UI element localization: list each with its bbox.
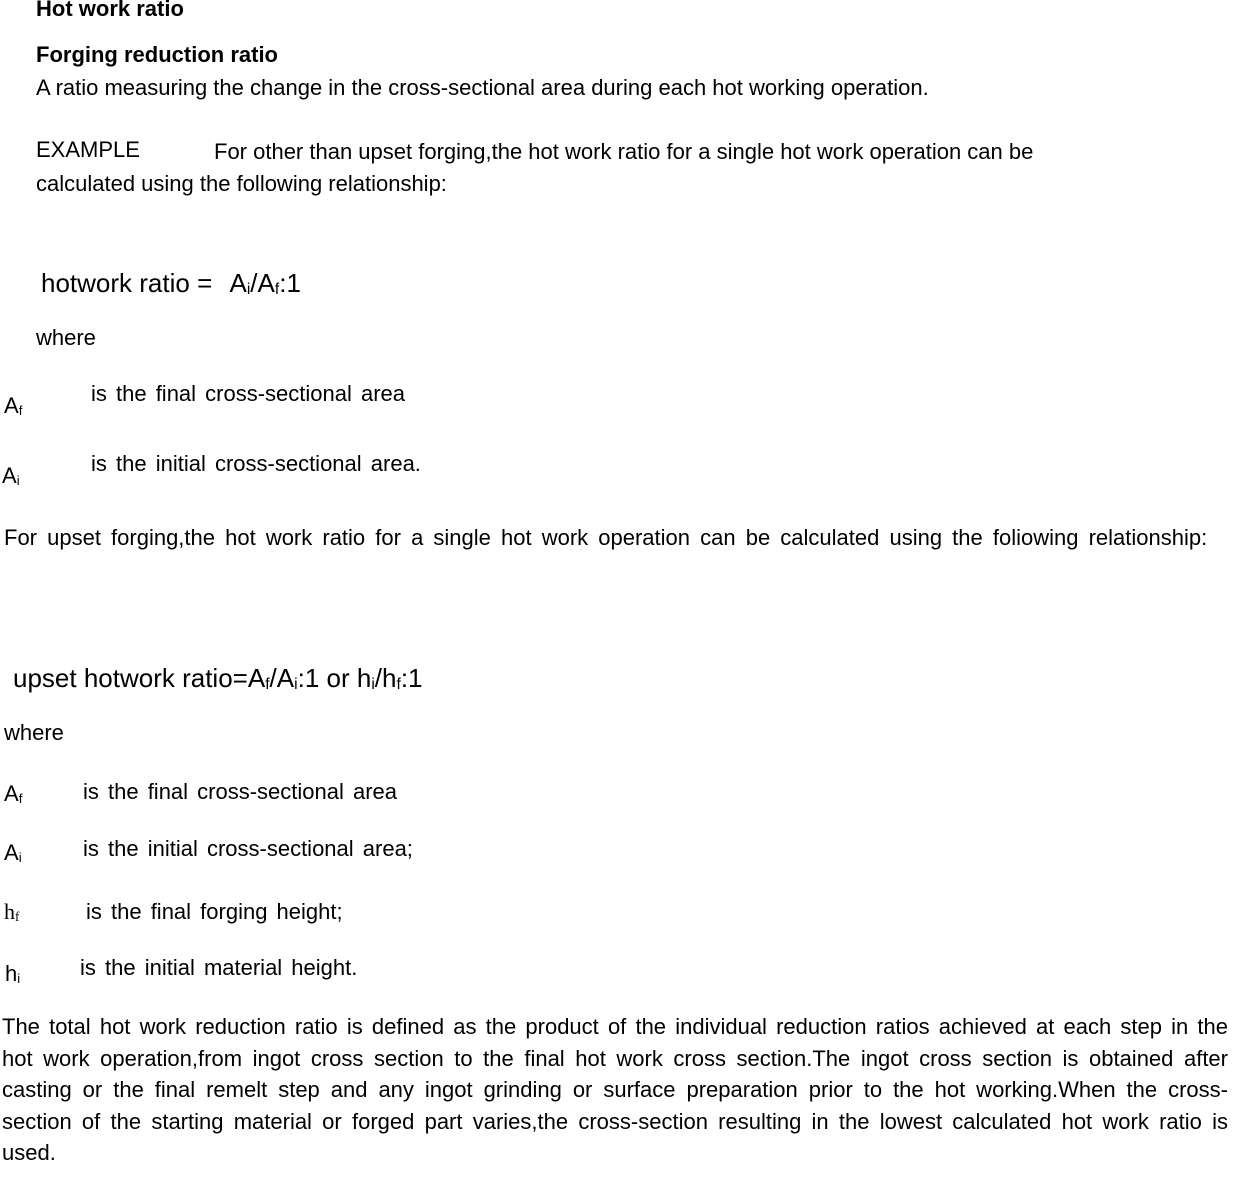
term-title: Forging reduction ratio bbox=[36, 42, 278, 67]
upset-def-text-af: is the final cross-sectional area bbox=[83, 779, 398, 804]
formula-sub-i: i bbox=[246, 281, 251, 298]
formula-a-final: A bbox=[257, 268, 275, 298]
upset-def-text-ai: is the initial cross-sectional area; bbox=[83, 836, 413, 861]
upset-def-symbol-hi: $h_i$ bbox=[5, 961, 21, 986]
section-heading: Hot work ratio bbox=[36, 0, 184, 21]
formula-a-initial: A bbox=[229, 268, 247, 298]
def-text-ai: is the initial cross-sectional area. bbox=[91, 451, 421, 476]
def-text-af: is the final cross-sectional area bbox=[91, 381, 406, 406]
term-definition: A ratio measuring the change in the cross-sectional area during each hot working operation. bbox=[36, 75, 929, 100]
def-symbol-ai: $A_i$ bbox=[2, 463, 20, 488]
example-where: where bbox=[36, 325, 96, 350]
formula-ratio: :1 bbox=[279, 268, 301, 298]
upset-def-text-hf: is the final forging height; bbox=[86, 899, 343, 924]
upset-intro: For upset forging,the hot work ratio for a single hot work operation can be calculated using the foliowing relationship: bbox=[4, 525, 1208, 550]
upset-def-symbol-hf: $h_f$ bbox=[4, 899, 20, 924]
example-label: EXAMPLE bbox=[36, 137, 140, 162]
upset-where: where bbox=[4, 720, 64, 745]
formula2-lhs: upset hotwork ratio= bbox=[13, 663, 248, 693]
formula-upset-hotwork-ratio: upset hotwork $ratio=A_f/A_i:1$ or $h_i/h_f:1$ bbox=[13, 663, 423, 693]
formula-hotwork-ratio bbox=[41, 268, 301, 299]
upset-def-symbol-ai: $A_i$ bbox=[4, 840, 22, 865]
example-text-line1: For other than upset forging,the hot work ratio for a single hot work operation can be bbox=[214, 139, 1034, 164]
formula-sub-f: f bbox=[274, 281, 280, 298]
example-text-line2: calculated using the following relationship: bbox=[36, 171, 447, 196]
formula-lhs: hotwork ratio = bbox=[41, 268, 220, 298]
upset-def-symbol-af: $A_f$ bbox=[4, 781, 23, 806]
closing-paragraph: The total hot work reduction ratio is defined as the product of the individual reduction ratios achieved at each step in the hot work operation,from ingot cross section to the final hot work cross section.The ingot cross section is obtained after casting or the final remelt step and any ingot grinding or surface preparation prior to the hot working.When the cross-section of the starting material or forged part varies,the cross-section resulting in the lowest calculated hot work ratio is used. bbox=[2, 1014, 1228, 1166]
formula-slash: / bbox=[250, 268, 258, 298]
upset-def-text-hi: is the initial material height. bbox=[80, 955, 358, 980]
def-symbol-af: $A_f$ bbox=[4, 393, 23, 418]
